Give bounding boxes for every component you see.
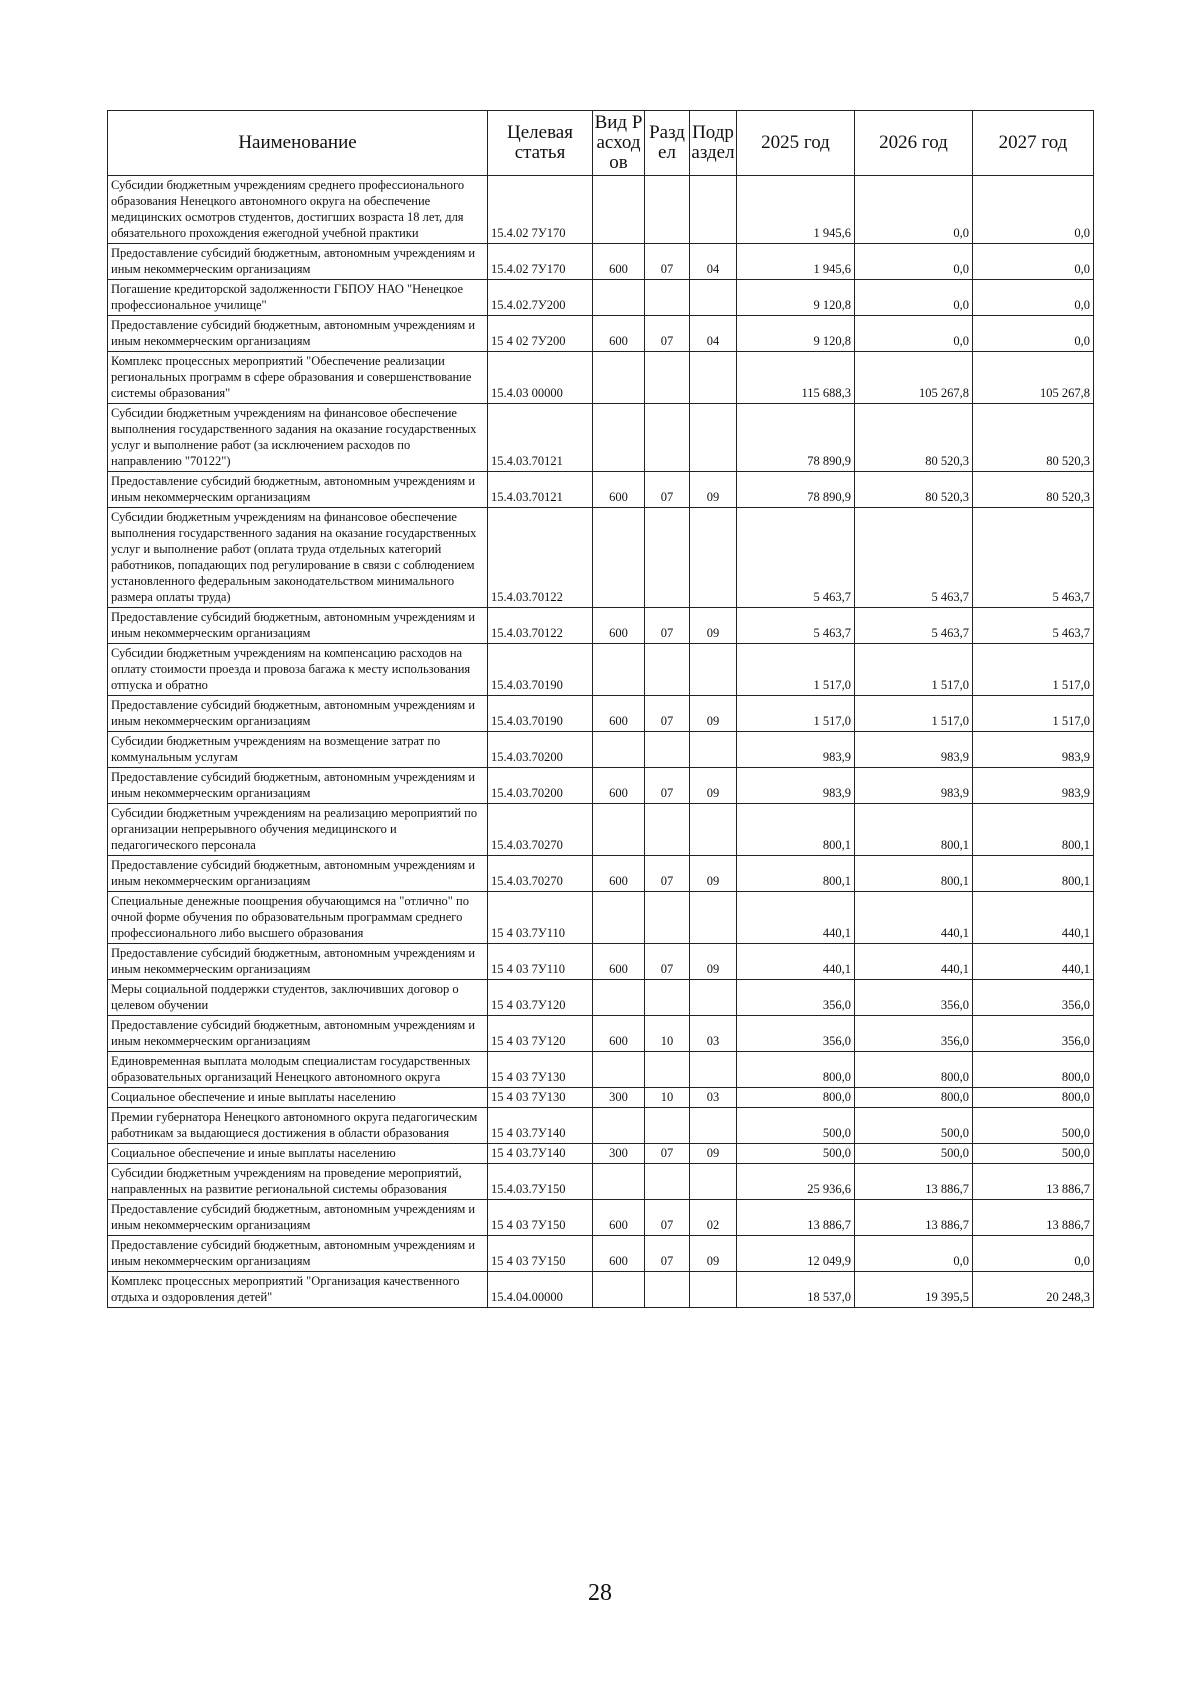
cell-name: Предоставление субсидий бюджетным, автономным учреждениям и иным некоммерческим организациям <box>108 1200 488 1236</box>
cell-name: Субсидии бюджетным учреждениям среднего профессионального образования Ненецкого автономного округа на обеспечение медицинских осмотров студентов, достигших возраста 18 лет, для обязательного прохождения ежегодной учебной практики <box>108 176 488 244</box>
cell-razd: 07 <box>645 316 690 352</box>
cell-name: Предоставление субсидий бюджетным, автономным учреждениям и иным некоммерческим организациям <box>108 856 488 892</box>
table-row <box>108 1200 1094 1236</box>
cell-razd <box>645 732 690 768</box>
cell-2026: 800,1 <box>855 856 973 892</box>
header-podr: Подраздел <box>690 111 737 176</box>
cell-podr <box>690 644 737 696</box>
cell-razd: 07 <box>645 1236 690 1272</box>
cell-razd: 07 <box>645 244 690 280</box>
table-row <box>108 1108 1094 1144</box>
cell-code: 15.4.03.70190 <box>488 644 593 696</box>
cell-vid: 600 <box>593 1200 645 1236</box>
cell-name: Погашение кредиторской задолженности ГБПОУ НАО "Ненецкое профессиональное училище" <box>108 280 488 316</box>
cell-2026: 19 395,5 <box>855 1272 973 1308</box>
table-row <box>108 732 1094 768</box>
header-code: Целевая статья <box>488 111 593 176</box>
cell-podr: 09 <box>690 944 737 980</box>
cell-2027: 105 267,8 <box>973 352 1094 404</box>
cell-2025: 9 120,8 <box>737 280 855 316</box>
cell-2025: 800,0 <box>737 1052 855 1088</box>
cell-2027: 0,0 <box>973 316 1094 352</box>
header-2027: 2027 год <box>973 111 1094 176</box>
cell-2026: 0,0 <box>855 316 973 352</box>
cell-code: 15 4 03.7У120 <box>488 980 593 1016</box>
cell-2025: 18 537,0 <box>737 1272 855 1308</box>
cell-2026: 80 520,3 <box>855 404 973 472</box>
cell-vid <box>593 1164 645 1200</box>
cell-code: 15 4 02 7У200 <box>488 316 593 352</box>
cell-2026: 5 463,7 <box>855 608 973 644</box>
cell-razd <box>645 1052 690 1088</box>
table-header-row <box>108 111 1094 176</box>
cell-2027: 356,0 <box>973 980 1094 1016</box>
cell-2025: 440,1 <box>737 944 855 980</box>
cell-2027: 440,1 <box>973 892 1094 944</box>
cell-razd <box>645 644 690 696</box>
cell-2025: 800,1 <box>737 804 855 856</box>
table-row <box>108 316 1094 352</box>
table-row <box>108 508 1094 608</box>
table-row <box>108 696 1094 732</box>
cell-vid: 600 <box>593 244 645 280</box>
table-row <box>108 176 1094 244</box>
cell-2026: 500,0 <box>855 1108 973 1144</box>
cell-razd <box>645 1272 690 1308</box>
cell-razd: 07 <box>645 472 690 508</box>
cell-podr: 09 <box>690 696 737 732</box>
cell-2027: 800,1 <box>973 804 1094 856</box>
cell-podr: 04 <box>690 316 737 352</box>
cell-vid <box>593 1052 645 1088</box>
cell-2025: 9 120,8 <box>737 316 855 352</box>
cell-podr: 09 <box>690 768 737 804</box>
cell-2026: 983,9 <box>855 732 973 768</box>
cell-2026: 983,9 <box>855 768 973 804</box>
cell-2026: 800,0 <box>855 1052 973 1088</box>
cell-name: Комплекс процессных мероприятий "Организация качественного отдыха и оздоровления детей" <box>108 1272 488 1308</box>
cell-name: Предоставление субсидий бюджетным, автономным учреждениям и иным некоммерческим организациям <box>108 608 488 644</box>
cell-name: Предоставление субсидий бюджетным, автономным учреждениям и иным некоммерческим организациям <box>108 244 488 280</box>
cell-name: Субсидии бюджетным учреждениям на проведение мероприятий, направленных на развитие региональной системы образования <box>108 1164 488 1200</box>
cell-code: 15.4.02 7У170 <box>488 244 593 280</box>
cell-code: 15.4.03.70190 <box>488 696 593 732</box>
cell-2027: 500,0 <box>973 1108 1094 1144</box>
cell-2025: 12 049,9 <box>737 1236 855 1272</box>
table-row <box>108 244 1094 280</box>
cell-2027: 800,0 <box>973 1052 1094 1088</box>
table-row <box>108 1016 1094 1052</box>
cell-2026: 1 517,0 <box>855 696 973 732</box>
header-vid: Вид Расходов <box>593 111 645 176</box>
cell-2027: 1 517,0 <box>973 696 1094 732</box>
cell-code: 15 4 03 7У110 <box>488 944 593 980</box>
cell-name: Субсидии бюджетным учреждениям на компенсацию расходов на оплату стоимости проезда и провоза багажа к месту использования отпуска и обратно <box>108 644 488 696</box>
cell-2027: 500,0 <box>973 1144 1094 1164</box>
cell-2027: 983,9 <box>973 768 1094 804</box>
cell-name: Субсидии бюджетным учреждениям на возмещение затрат по коммунальным услугам <box>108 732 488 768</box>
cell-name: Субсидии бюджетным учреждениям на реализацию мероприятий по организации непрерывного обучения медицинского и педагогического персонала <box>108 804 488 856</box>
cell-2025: 115 688,3 <box>737 352 855 404</box>
cell-code: 15.4.03.70122 <box>488 508 593 608</box>
cell-razd: 07 <box>645 608 690 644</box>
cell-2026: 13 886,7 <box>855 1200 973 1236</box>
cell-razd: 07 <box>645 944 690 980</box>
table-row <box>108 1164 1094 1200</box>
cell-2026: 440,1 <box>855 944 973 980</box>
cell-podr <box>690 176 737 244</box>
cell-code: 15 4 03.7У140 <box>488 1108 593 1144</box>
cell-2025: 356,0 <box>737 980 855 1016</box>
cell-razd <box>645 280 690 316</box>
table-body <box>108 176 1094 1308</box>
table-row <box>108 352 1094 404</box>
cell-podr: 09 <box>690 1144 737 1164</box>
cell-podr: 09 <box>690 608 737 644</box>
cell-name: Специальные денежные поощрения обучающимся на "отлично" по очной форме обучения по образовательным программам среднего профессионального либо высшего образования <box>108 892 488 944</box>
cell-2026: 0,0 <box>855 176 973 244</box>
cell-2025: 1 517,0 <box>737 696 855 732</box>
cell-razd: 07 <box>645 696 690 732</box>
cell-code: 15 4 03.7У110 <box>488 892 593 944</box>
cell-vid <box>593 1272 645 1308</box>
cell-code: 15.4.03.70270 <box>488 804 593 856</box>
table-row <box>108 280 1094 316</box>
cell-podr: 03 <box>690 1016 737 1052</box>
cell-code: 15.4.03.70121 <box>488 404 593 472</box>
cell-vid <box>593 980 645 1016</box>
cell-2027: 0,0 <box>973 280 1094 316</box>
header-name: Наименование <box>108 111 488 176</box>
cell-2025: 1 945,6 <box>737 244 855 280</box>
cell-name: Субсидии бюджетным учреждениям на финансовое обеспечение выполнения государственного задания на оказание государственных услуг и выполнение работ (за исключением расходов по направлению "70122") <box>108 404 488 472</box>
cell-name: Социальное обеспечение и иные выплаты населению <box>108 1144 488 1164</box>
cell-code: 15 4 03 7У130 <box>488 1088 593 1108</box>
cell-2025: 78 890,9 <box>737 404 855 472</box>
cell-2025: 1 517,0 <box>737 644 855 696</box>
cell-razd: 07 <box>645 1144 690 1164</box>
table-row <box>108 644 1094 696</box>
cell-2025: 800,1 <box>737 856 855 892</box>
cell-vid: 600 <box>593 696 645 732</box>
cell-2025: 500,0 <box>737 1108 855 1144</box>
cell-razd <box>645 352 690 404</box>
cell-vid <box>593 892 645 944</box>
header-razd: Раздел <box>645 111 690 176</box>
cell-2025: 500,0 <box>737 1144 855 1164</box>
cell-2025: 5 463,7 <box>737 608 855 644</box>
cell-2027: 13 886,7 <box>973 1164 1094 1200</box>
cell-razd <box>645 1108 690 1144</box>
cell-vid: 600 <box>593 1016 645 1052</box>
cell-razd: 10 <box>645 1016 690 1052</box>
cell-name: Субсидии бюджетным учреждениям на финансовое обеспечение выполнения государственного задания на оказание государственных услуг и выполнение работ (оплата труда отдельных категорий работников, попадающих под регулирование в связи с соблюдением установленного федеральным законодательством минимального размера оплаты труда) <box>108 508 488 608</box>
cell-name: Социальное обеспечение и иные выплаты населению <box>108 1088 488 1108</box>
header-2025: 2025 год <box>737 111 855 176</box>
cell-2026: 356,0 <box>855 1016 973 1052</box>
cell-podr <box>690 1164 737 1200</box>
cell-code: 15.4.03.70200 <box>488 768 593 804</box>
cell-name: Единовременная выплата молодым специалистам государственных образовательных организаций Ненецкого автономного округа <box>108 1052 488 1088</box>
cell-2025: 78 890,9 <box>737 472 855 508</box>
cell-code: 15 4 03 7У150 <box>488 1236 593 1272</box>
cell-name: Предоставление субсидий бюджетным, автономным учреждениям и иным некоммерческим организациям <box>108 472 488 508</box>
cell-code: 15.4.03 00000 <box>488 352 593 404</box>
table-row <box>108 1052 1094 1088</box>
cell-podr: 09 <box>690 472 737 508</box>
cell-vid <box>593 732 645 768</box>
cell-2025: 25 936,6 <box>737 1164 855 1200</box>
cell-code: 15 4 03 7У130 <box>488 1052 593 1088</box>
cell-podr <box>690 352 737 404</box>
cell-podr: 09 <box>690 1236 737 1272</box>
table-row <box>108 1272 1094 1308</box>
cell-2025: 983,9 <box>737 768 855 804</box>
cell-2026: 0,0 <box>855 1236 973 1272</box>
table-row <box>108 944 1094 980</box>
cell-podr <box>690 732 737 768</box>
cell-code: 15.4.03.70122 <box>488 608 593 644</box>
table-row <box>108 892 1094 944</box>
cell-2026: 80 520,3 <box>855 472 973 508</box>
cell-2027: 80 520,3 <box>973 472 1094 508</box>
cell-razd: 07 <box>645 768 690 804</box>
cell-podr <box>690 1052 737 1088</box>
cell-vid <box>593 644 645 696</box>
cell-podr <box>690 804 737 856</box>
cell-vid: 300 <box>593 1144 645 1164</box>
table-row <box>108 768 1094 804</box>
cell-razd <box>645 176 690 244</box>
table-row <box>108 472 1094 508</box>
header-2026: 2026 год <box>855 111 973 176</box>
cell-2027: 5 463,7 <box>973 508 1094 608</box>
cell-name: Премии губернатора Ненецкого автономного округа педагогическим работникам за выдающиеся достижения в области образования <box>108 1108 488 1144</box>
table-row <box>108 804 1094 856</box>
cell-code: 15.4.03.70121 <box>488 472 593 508</box>
cell-razd <box>645 1164 690 1200</box>
cell-2026: 105 267,8 <box>855 352 973 404</box>
cell-name: Предоставление субсидий бюджетным, автономным учреждениям и иным некоммерческим организациям <box>108 316 488 352</box>
cell-razd <box>645 404 690 472</box>
cell-razd: 07 <box>645 856 690 892</box>
cell-podr: 04 <box>690 244 737 280</box>
table-row <box>108 1144 1094 1164</box>
cell-2027: 983,9 <box>973 732 1094 768</box>
cell-code: 15 4 03 7У120 <box>488 1016 593 1052</box>
cell-name: Предоставление субсидий бюджетным, автономным учреждениям и иным некоммерческим организациям <box>108 1236 488 1272</box>
table-row <box>108 856 1094 892</box>
cell-name: Предоставление субсидий бюджетным, автономным учреждениям и иным некоммерческим организациям <box>108 944 488 980</box>
cell-2027: 5 463,7 <box>973 608 1094 644</box>
cell-2026: 440,1 <box>855 892 973 944</box>
cell-2027: 0,0 <box>973 1236 1094 1272</box>
cell-razd <box>645 804 690 856</box>
cell-2027: 0,0 <box>973 176 1094 244</box>
cell-vid <box>593 176 645 244</box>
cell-name: Комплекс процессных мероприятий "Обеспечение реализации региональных программ в сфере образования и совершенствование системы образования" <box>108 352 488 404</box>
cell-code: 15.4.03.7У150 <box>488 1164 593 1200</box>
cell-vid <box>593 404 645 472</box>
cell-name: Предоставление субсидий бюджетным, автономным учреждениям и иным некоммерческим организациям <box>108 1016 488 1052</box>
cell-2025: 13 886,7 <box>737 1200 855 1236</box>
cell-code: 15.4.02 7У170 <box>488 176 593 244</box>
cell-vid: 600 <box>593 1236 645 1272</box>
cell-vid <box>593 352 645 404</box>
cell-vid <box>593 280 645 316</box>
cell-2027: 440,1 <box>973 944 1094 980</box>
cell-vid: 600 <box>593 944 645 980</box>
cell-2027: 0,0 <box>973 244 1094 280</box>
cell-2025: 983,9 <box>737 732 855 768</box>
cell-2026: 800,0 <box>855 1088 973 1108</box>
cell-2025: 1 945,6 <box>737 176 855 244</box>
cell-2027: 800,1 <box>973 856 1094 892</box>
cell-code: 15.4.03.70200 <box>488 732 593 768</box>
cell-2027: 80 520,3 <box>973 404 1094 472</box>
cell-2025: 356,0 <box>737 1016 855 1052</box>
cell-podr: 02 <box>690 1200 737 1236</box>
cell-name: Предоставление субсидий бюджетным, автономным учреждениям и иным некоммерческим организациям <box>108 768 488 804</box>
cell-name: Предоставление субсидий бюджетным, автономным учреждениям и иным некоммерческим организациям <box>108 696 488 732</box>
cell-2026: 356,0 <box>855 980 973 1016</box>
cell-2026: 1 517,0 <box>855 644 973 696</box>
cell-2027: 13 886,7 <box>973 1200 1094 1236</box>
cell-code: 15 4 03 7У150 <box>488 1200 593 1236</box>
cell-vid: 600 <box>593 608 645 644</box>
cell-podr <box>690 508 737 608</box>
cell-razd: 07 <box>645 1200 690 1236</box>
cell-podr <box>690 980 737 1016</box>
cell-vid <box>593 804 645 856</box>
table-row <box>108 980 1094 1016</box>
table-row <box>108 1088 1094 1108</box>
cell-2026: 0,0 <box>855 244 973 280</box>
table-row <box>108 404 1094 472</box>
cell-2027: 800,0 <box>973 1088 1094 1108</box>
cell-podr <box>690 1108 737 1144</box>
table-row <box>108 608 1094 644</box>
cell-razd <box>645 892 690 944</box>
cell-podr: 09 <box>690 856 737 892</box>
cell-2026: 500,0 <box>855 1144 973 1164</box>
cell-podr <box>690 404 737 472</box>
cell-2027: 356,0 <box>973 1016 1094 1052</box>
cell-vid: 600 <box>593 856 645 892</box>
cell-code: 15.4.03.70270 <box>488 856 593 892</box>
cell-2025: 800,0 <box>737 1088 855 1108</box>
cell-vid: 600 <box>593 768 645 804</box>
cell-2025: 5 463,7 <box>737 508 855 608</box>
cell-vid: 600 <box>593 316 645 352</box>
cell-2026: 5 463,7 <box>855 508 973 608</box>
table-row <box>108 1236 1094 1272</box>
cell-vid: 300 <box>593 1088 645 1108</box>
page-number: 28 <box>588 1580 612 1606</box>
cell-razd: 10 <box>645 1088 690 1108</box>
cell-vid <box>593 508 645 608</box>
cell-code: 15.4.02.7У200 <box>488 280 593 316</box>
cell-2026: 13 886,7 <box>855 1164 973 1200</box>
cell-2027: 20 248,3 <box>973 1272 1094 1308</box>
cell-code: 15.4.04.00000 <box>488 1272 593 1308</box>
cell-podr: 03 <box>690 1088 737 1108</box>
cell-2026: 800,1 <box>855 804 973 856</box>
cell-razd <box>645 980 690 1016</box>
cell-code: 15 4 03.7У140 <box>488 1144 593 1164</box>
cell-podr <box>690 1272 737 1308</box>
budget-table <box>107 110 1094 1308</box>
cell-vid: 600 <box>593 472 645 508</box>
cell-name: Меры социальной поддержки студентов, заключивших договор о целевом обучении <box>108 980 488 1016</box>
cell-vid <box>593 1108 645 1144</box>
cell-razd <box>645 508 690 608</box>
cell-2027: 1 517,0 <box>973 644 1094 696</box>
cell-podr <box>690 892 737 944</box>
cell-2026: 0,0 <box>855 280 973 316</box>
cell-podr <box>690 280 737 316</box>
cell-2025: 440,1 <box>737 892 855 944</box>
